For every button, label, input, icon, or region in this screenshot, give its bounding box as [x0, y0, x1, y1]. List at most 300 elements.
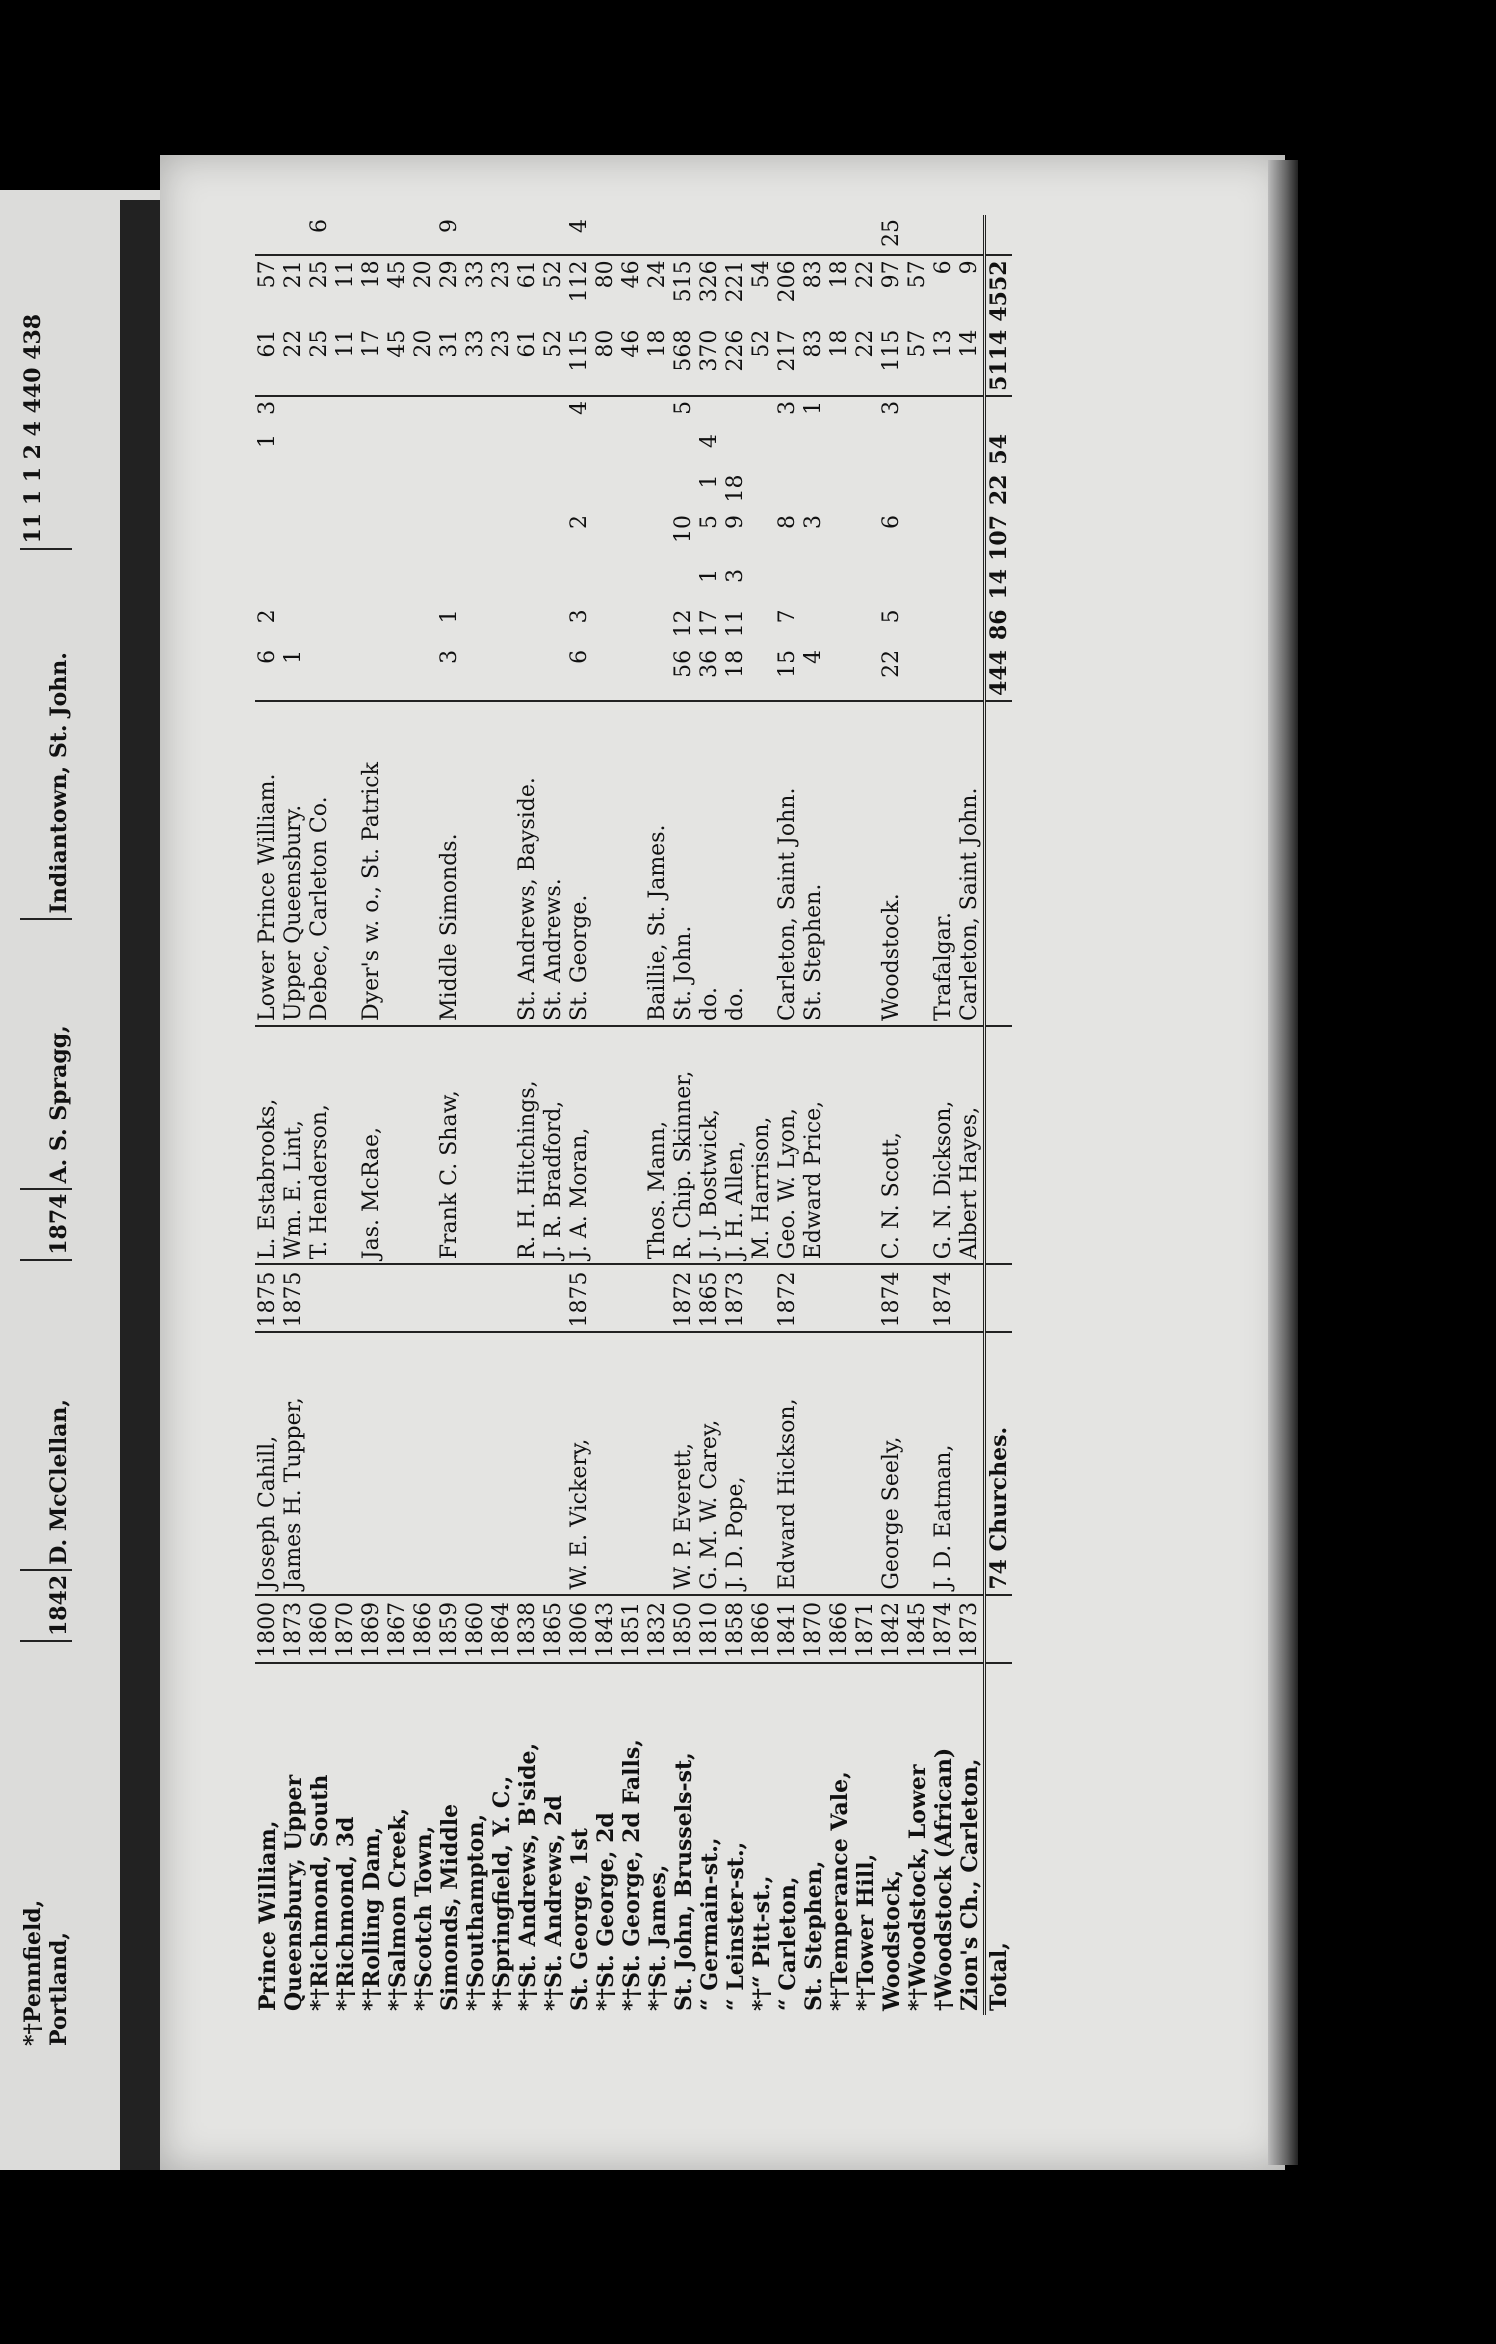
stat-value: [723, 215, 749, 255]
church-row: [801, 215, 827, 2015]
church-name: *†“ Pitt-st.,: [749, 1875, 775, 2011]
clerk-year: [437, 1264, 463, 1332]
stat-value: 226: [723, 326, 749, 396]
total-value: 444: [985, 646, 1013, 701]
post-office: St. Stephen.: [801, 701, 827, 1026]
stat-value: [671, 430, 697, 471]
stat-value: [931, 430, 957, 471]
pastor-name: [827, 1332, 853, 1594]
stat-value: [671, 470, 697, 511]
stat-value: 29: [437, 260, 462, 289]
stat-value: [645, 215, 671, 255]
stat-value: [931, 565, 957, 606]
stat-value: [931, 470, 957, 511]
stat-value: [957, 605, 985, 646]
stat-value: 22: [879, 649, 904, 678]
pastor-name: G. M. W. Carey,: [697, 1419, 722, 1590]
stat-value: [541, 605, 567, 646]
stat-value: 18: [645, 326, 671, 396]
church-row: [697, 215, 723, 2015]
clerk-year: 1872: [775, 1264, 801, 1332]
stat-value: 33: [463, 326, 489, 396]
stat-value: [385, 470, 411, 511]
stat-value: [827, 605, 853, 646]
organized-year: 1866: [827, 1595, 853, 1663]
pastor-name: James H. Tupper,: [281, 1397, 306, 1590]
stat-values: 11 1 1 2 4 440 438: [20, 313, 46, 544]
stat-value: 57: [905, 326, 931, 396]
stat-value: [541, 565, 567, 606]
stat-value: [931, 605, 957, 646]
total-label: Total,: [985, 1663, 1013, 2015]
stat-value: [463, 396, 489, 430]
organized-year: 1845: [905, 1595, 931, 1663]
stat-value: 11: [723, 609, 748, 638]
church-name: *†Scotch Town,: [411, 1825, 437, 2011]
clerk-name: [619, 1026, 645, 1264]
stat-value: [593, 646, 619, 701]
total-value: 4552: [985, 255, 1013, 325]
stat-value: [775, 565, 801, 606]
church-row: [307, 215, 333, 2015]
post-office: [853, 701, 879, 1026]
stat-value: [489, 511, 515, 565]
stat-value: [359, 396, 385, 430]
stat-value: [853, 215, 879, 255]
clerk-year: [463, 1264, 489, 1332]
stat-value: [879, 430, 905, 471]
stat-value: [541, 430, 567, 471]
stat-value: [749, 605, 775, 646]
stat-value: [645, 396, 671, 430]
stat-value: [489, 605, 515, 646]
stat-value: 61: [515, 326, 541, 396]
stat-value: [749, 511, 775, 565]
stat-value: [775, 215, 801, 255]
stat-value: [307, 511, 333, 565]
stat-value: [385, 565, 411, 606]
post-office: do.: [697, 701, 723, 1026]
church-name: St. George, 1st: [567, 1828, 593, 2011]
pastor-name: W. E. Vickery,: [567, 1438, 592, 1590]
clerk-name: [411, 1026, 437, 1264]
stat-value: 80: [593, 326, 619, 396]
stat-value: 17: [359, 326, 385, 396]
stat-value: 1: [281, 649, 306, 664]
clerk-name: J. H. Allen,: [723, 1140, 748, 1260]
stat-value: [333, 470, 359, 511]
church-table-rotated: [255, 215, 1255, 2015]
stat-value: [749, 646, 775, 701]
stat-value: [281, 430, 307, 471]
stat-value: 326: [697, 260, 722, 303]
church-row: [645, 215, 671, 2015]
pastor-name: [905, 1332, 931, 1594]
organized-year: 1874: [931, 1595, 957, 1663]
stat-value: [463, 470, 489, 511]
post-office: [411, 701, 437, 1026]
organized-year: 1838: [515, 1595, 541, 1663]
church-name: St. Stephen,: [801, 1860, 827, 2011]
stat-value: [489, 396, 515, 430]
stat-value: [489, 215, 515, 255]
stat-value: 57: [255, 260, 280, 289]
church-name: †Woodstock (African): [931, 1747, 957, 2011]
church-row: [671, 215, 697, 2015]
stat-value: [281, 605, 307, 646]
stat-value: 206: [775, 260, 800, 303]
clerk-year: 1874: [46, 1189, 72, 1260]
church-name: *†Temperance Vale,: [827, 1771, 853, 2011]
stat-value: [905, 396, 931, 430]
stat-value: 3: [255, 400, 280, 415]
stat-value: [333, 430, 359, 471]
organized-year: 1871: [853, 1595, 879, 1663]
post-office: Lower Prince William.: [255, 701, 281, 1026]
stat-value: [255, 215, 281, 255]
church-row: [463, 215, 489, 2015]
organized-year: [20, 1570, 46, 1641]
stat-value: [463, 511, 489, 565]
stat-value: [853, 430, 879, 471]
clerk-name: [905, 1026, 931, 1264]
stat-value: [801, 430, 827, 471]
stat-value: 10: [671, 514, 696, 543]
church-name: *†Springfield, Y. C.,: [489, 1775, 515, 2011]
clerk-year: 1874: [879, 1264, 905, 1332]
church-name: “ Leinster-st.,: [723, 1841, 749, 2011]
church-name: “ Carleton,: [775, 1876, 801, 2011]
stat-value: 5: [879, 609, 904, 624]
total-blank: [985, 1264, 1013, 1332]
post-office: St. George.: [567, 701, 593, 1026]
total-value: [985, 215, 1013, 255]
organized-year: 1864: [489, 1595, 515, 1663]
stat-value: [853, 646, 879, 701]
total-value: 14: [985, 565, 1013, 606]
stat-value: [645, 565, 671, 606]
organized-year: 1866: [749, 1595, 775, 1663]
church-name: *†Salmon Creek,: [385, 1807, 411, 2011]
stat-value: 13: [931, 326, 957, 396]
church-name: Simonds, Middle: [437, 1803, 463, 2011]
stat-value: [827, 470, 853, 511]
stat-value: [853, 470, 879, 511]
clerk-year: [333, 1264, 359, 1332]
stat-value: 6: [931, 260, 956, 275]
stat-value: [385, 430, 411, 471]
stat-value: [489, 470, 515, 511]
organized-year: 1869: [359, 1595, 385, 1663]
organized-year: 1866: [411, 1595, 437, 1663]
stat-value: 15: [775, 649, 800, 678]
clerk-name: [593, 1026, 619, 1264]
stat-value: 3: [567, 609, 592, 624]
stat-value: [671, 215, 697, 255]
stat-value: 221: [723, 260, 748, 303]
stat-value: [905, 605, 931, 646]
stat-value: [723, 396, 749, 430]
organized-year: 1810: [697, 1595, 723, 1663]
stat-value: [489, 646, 515, 701]
clerk-year: [593, 1264, 619, 1332]
church-row: [567, 215, 593, 2015]
stat-value: [567, 430, 593, 471]
pastor-name: [515, 1332, 541, 1594]
organized-year: 1841: [775, 1595, 801, 1663]
organized-year: 1842: [879, 1595, 905, 1663]
clerk-year: [645, 1264, 671, 1332]
stat-value: [307, 470, 333, 511]
pastor-name: [853, 1332, 879, 1594]
church-row: [281, 215, 307, 2015]
clerk-year: 1874: [931, 1264, 957, 1332]
stat-value: [593, 215, 619, 255]
stat-value: [879, 470, 905, 511]
stat-value: [567, 470, 593, 511]
stat-value: 45: [385, 326, 411, 396]
pastor-name: Edward Hickson,: [775, 1398, 800, 1590]
clerk-name: Wm. E. Lint,: [281, 1120, 306, 1260]
clerk-name: M. Harrison,: [749, 1116, 774, 1260]
stat-value: [827, 396, 853, 430]
stat-value: [541, 646, 567, 701]
stat-value: [463, 605, 489, 646]
clerk-year: [827, 1264, 853, 1332]
stat-value: [489, 430, 515, 471]
stat-value: 115: [879, 326, 905, 396]
stat-value: 3: [879, 400, 904, 415]
stat-value: [671, 565, 697, 606]
clerk-name: Jas. McRae,: [359, 1126, 384, 1260]
stat-value: 21: [281, 260, 306, 289]
stat-value: [645, 605, 671, 646]
church-row: [593, 215, 619, 2015]
church-name: Queensbury, Upper: [281, 1774, 307, 2011]
stat-value: [619, 565, 645, 606]
stat-value: 25: [307, 260, 332, 289]
stat-value: 1: [801, 400, 826, 415]
stat-value: [749, 215, 775, 255]
post-office: [827, 701, 853, 1026]
pastor-name: [593, 1332, 619, 1594]
church-row: [515, 215, 541, 2015]
stat-value: 56: [671, 649, 696, 678]
stat-value: [333, 565, 359, 606]
clerk-year: [541, 1264, 567, 1332]
stat-value: 52: [541, 326, 567, 396]
stat-value: [697, 215, 723, 255]
post-office: [749, 701, 775, 1026]
total-blank: [985, 1595, 1013, 1663]
stat-value: [541, 511, 567, 565]
church-table: [255, 215, 1012, 2015]
stat-value: [515, 470, 541, 511]
stat-value: [411, 646, 437, 701]
post-office: Trafalgar.: [931, 701, 957, 1026]
church-name: *†St. Andrews, B'side,: [515, 1742, 541, 2011]
organized-year: 1806: [567, 1595, 593, 1663]
stat-value: 6: [567, 649, 592, 664]
church-row: [619, 215, 645, 2015]
church-name: *†St. Andrews, 2d: [541, 1795, 567, 2011]
stat-value: 2: [567, 514, 592, 529]
stat-value: [411, 430, 437, 471]
church-name: *†Woodstock, Lower: [905, 1764, 931, 2011]
stat-value: [333, 646, 359, 701]
church-name: Prince William,: [255, 1820, 281, 2011]
post-office: Baillie, St. James.: [645, 701, 671, 1026]
organized-year: 1842: [46, 1570, 72, 1641]
organized-year: 1859: [437, 1595, 463, 1663]
total-value: 22: [985, 470, 1013, 511]
stat-value: 8: [775, 514, 800, 529]
church-name: *†Southampton,: [463, 1813, 489, 2011]
clerk-year: [359, 1264, 385, 1332]
stat-value: [619, 215, 645, 255]
total-blank: [985, 1026, 1013, 1264]
stat-value: [853, 565, 879, 606]
stat-value: [281, 215, 307, 255]
church-row: [333, 215, 359, 2015]
total-blank: [985, 701, 1013, 1026]
stat-value: 22: [281, 326, 307, 396]
stat-value: 5: [697, 514, 722, 529]
stat-value: [905, 565, 931, 606]
stat-value: [281, 470, 307, 511]
church-row: [385, 215, 411, 2015]
stat-value: [723, 430, 749, 471]
stat-value: 54: [749, 260, 774, 289]
stat-value: 14: [957, 326, 985, 396]
stat-value: [255, 511, 281, 565]
left-page-table: [20, 310, 72, 2050]
organized-year: 1860: [463, 1595, 489, 1663]
stat-value: 11: [333, 326, 359, 396]
clerk-year: [489, 1264, 515, 1332]
church-name: Portland,: [46, 1931, 72, 2046]
stat-value: [827, 511, 853, 565]
clerk-year: [905, 1264, 931, 1332]
pastor-name: [463, 1332, 489, 1594]
stat-value: 6: [307, 215, 333, 255]
stat-value: 45: [385, 260, 410, 289]
stat-value: [281, 511, 307, 565]
organized-year: 1832: [645, 1595, 671, 1663]
clerk-year: 1875: [567, 1264, 593, 1332]
stat-value: 24: [645, 260, 670, 289]
stat-value: [411, 396, 437, 430]
stat-value: 6: [255, 649, 280, 664]
stat-value: 515: [671, 260, 696, 303]
stat-value: [463, 215, 489, 255]
clerk-year: [957, 1264, 985, 1332]
clerk-name: Frank C. Shaw,: [437, 1090, 462, 1260]
church-name: *†Richmond, South: [307, 1774, 333, 2011]
stat-value: 7: [775, 609, 800, 624]
stat-value: [905, 646, 931, 701]
stat-value: [801, 470, 827, 511]
total-churches: 74 Churches.: [985, 1332, 1013, 1594]
pastor-name: [749, 1332, 775, 1594]
stat-value: [853, 605, 879, 646]
stat-value: [359, 215, 385, 255]
stat-value: [515, 646, 541, 701]
stat-value: [827, 646, 853, 701]
pastor-name: [20, 1260, 46, 1570]
stat-value: [931, 215, 957, 255]
stat-value: [593, 605, 619, 646]
church-row: [749, 215, 775, 2015]
stat-value: [827, 430, 853, 471]
stat-value: 112: [567, 260, 592, 303]
stat-value: 61: [255, 326, 281, 396]
stat-value: [957, 470, 985, 511]
clerk-name: Albert Hayes,: [957, 1106, 982, 1260]
stat-value: [905, 470, 931, 511]
stat-value: [931, 396, 957, 430]
stat-value: 83: [801, 326, 827, 396]
clerk-name: T. Henderson,: [307, 1104, 332, 1260]
post-office: [619, 701, 645, 1026]
post-office: St. John.: [671, 701, 697, 1026]
stat-value: [333, 215, 359, 255]
clerk-name: [385, 1026, 411, 1264]
stat-value: 1: [697, 568, 722, 583]
church-row: [775, 215, 801, 2015]
stat-value: 1: [437, 609, 462, 624]
stat-value: 97: [879, 260, 904, 289]
church-row: [853, 215, 879, 2015]
stat-value: [853, 511, 879, 565]
post-office: [385, 701, 411, 1026]
stat-value: [541, 396, 567, 430]
clerk-name: Edward Price,: [801, 1100, 826, 1260]
clerk-name: [20, 919, 46, 1189]
stat-value: [385, 396, 411, 430]
stat-value: [411, 215, 437, 255]
stat-value: [437, 511, 463, 565]
church-name: *†Rolling Dam,: [359, 1826, 385, 2011]
stat-value: [437, 565, 463, 606]
stat-value: [645, 511, 671, 565]
stat-value: [593, 430, 619, 471]
stat-value: [697, 396, 723, 430]
stat-value: [957, 511, 985, 565]
stat-value: [879, 565, 905, 606]
stat-value: 2: [255, 609, 280, 624]
stat-value: 18: [723, 474, 748, 503]
organized-year: 1873: [957, 1595, 985, 1663]
post-office: St. Andrews, Bayside.: [515, 701, 541, 1026]
stat-value: 61: [515, 260, 540, 289]
stat-value: [437, 470, 463, 511]
stat-value: [593, 511, 619, 565]
total-value: 86: [985, 605, 1013, 646]
pastor-name: [801, 1332, 827, 1594]
church-row: [411, 215, 437, 2015]
stat-value: 1: [697, 474, 722, 489]
stat-value: [645, 646, 671, 701]
church-row: [437, 215, 463, 2015]
post-office: [489, 701, 515, 1026]
post-office: [593, 701, 619, 1026]
stat-value: 46: [619, 260, 644, 289]
stat-value: 4: [801, 649, 826, 664]
stat-value: [541, 215, 567, 255]
stat-value: [359, 565, 385, 606]
church-row: [359, 215, 385, 2015]
